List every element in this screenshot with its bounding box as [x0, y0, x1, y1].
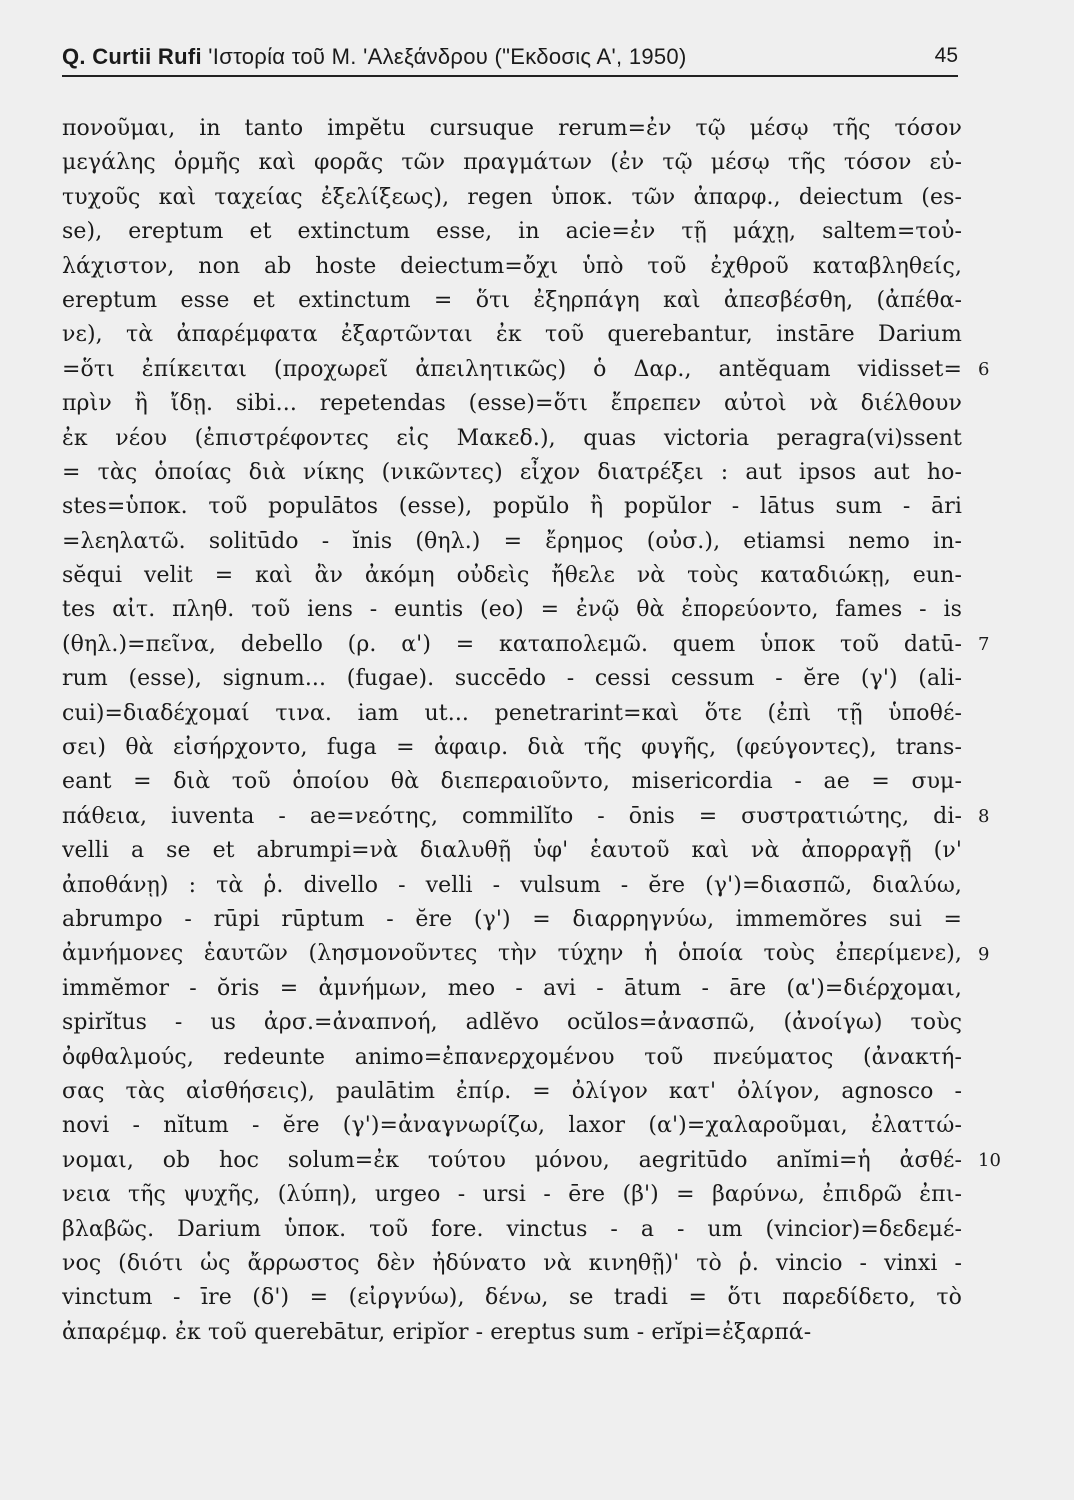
text-line: = τὰς ὁποίας διὰ νίκης (νικῶντες) εἶχον διατρέξει : aut ipsos aut ho- [62, 459, 962, 485]
section-number: 9 [978, 943, 990, 965]
header-title-greek: 'Ιστορία τοῦ Μ. 'Αλεξάνδρου ("Εκδοσις Α', 1950) [208, 44, 687, 69]
text-line: eant = διὰ τοῦ ὁποίου θὰ διεπεραιοῦντο, misericordia - ae = συμ- [62, 769, 962, 795]
text-line: πονοῦμαι, in tanto impĕtu cursuque rerum=ἐν τῷ μέσῳ τῆς τόσον [62, 116, 962, 141]
text-line: immĕmor - ŏris = ἀμνήμων, meo - avi - ātum - āre (α')=διέρχομαι, [62, 975, 962, 1001]
header-title [62, 44, 687, 70]
text-line: ἐκ νέου (ἐπιστρέφοντες εἰς Μακεδ.), quas victoria peragra(vi)ssent [62, 425, 962, 451]
running-header [62, 44, 958, 78]
text-line: νεια τῆς ψυχῆς, (λύπη), urgeo - ursi - ēre (β') = βαρύνω, ἐπιδρῶ ἐπι- [62, 1182, 962, 1208]
text-line: vinctum - īre (δ') = (εἰργνύω), δένω, se tradi = ὅτι παρεδίδετο, τὸ [62, 1285, 962, 1311]
text-line: se), ereptum et extinctum esse, in acie=ἐν τῇ μάχῃ, saltem=τοὐ- [62, 219, 962, 245]
text-line: =ὅτι ἐπίκειται (προχωρεῖ ἀπειλητικῶς) ὁ Δαρ., antĕquam vidisset= [62, 356, 962, 382]
text-line: σει) θὰ εἰσήρχοντο, fuga = ἀφαιρ. διὰ τῆς φυγῆς, (φεύγοντες), trans- [62, 735, 962, 761]
text-line: cui)=διαδέχομαί τινα. iam ut... penetrarint=καὶ ὅτε (ἐπὶ τῇ ὑποθέ- [62, 700, 962, 726]
text-line: novi - nĭtum - ĕre (γ')=ἀναγνωρίζω, laxor (α')=χαλαροῦμαι, ἐλαττώ- [62, 1113, 962, 1139]
header-title-latin: Q. Curtii Rufi [62, 44, 202, 69]
section-number: 7 [978, 634, 990, 655]
text-line: rum (esse), signum... (fugae). succēdo - cessi cessum - ĕre (γ') (ali- [62, 666, 962, 692]
text-line: πάθεια, iuventa - ae=νεότης, commilĭto - ōnis = συστρατιώτης, di- [62, 803, 962, 829]
text-line: tes αἰτ. πληθ. τοῦ iens - euntis (eo) = ἐνῷ θὰ ἐπορεύοντο, fames - is [62, 597, 962, 623]
section-number: 8 [978, 806, 990, 827]
text-line: velli a se et abrumpi=νὰ διαλυθῇ ὑφ' ἑαυτοῦ καὶ νὰ ἀπορραγῇ (ν' [62, 838, 962, 864]
text-line: νε), τὰ ἀπαρέμφατα ἐξαρτῶνται ἐκ τοῦ querebantur, instāre Darium [62, 322, 962, 348]
text-line: λάχιστον, non ab hoste deiectum=ὄχι ὑπὸ τοῦ ἐχθροῦ καταβληθείς, [62, 253, 962, 279]
text-line: πρὶν ἢ ἴδῃ. sibi... repetendas (esse)=ὅτι ἔπρεπεν αὐτοὶ νὰ διέλθουν [62, 391, 962, 417]
text-line: ὀφθαλμούς, redeunte animo=ἐπανερχομένου τοῦ πνεύματος (ἀνακτή- [62, 1044, 962, 1070]
text-line: ἀπαρέμφ. ἐκ τοῦ querebātur, eripĭor - ereptus sum - erĭpi=ἐξαρπά- [62, 1319, 812, 1345]
text-line: μεγάλης ὁρμῆς καὶ φορᾶς τῶν πραγμάτων (ἐν τῷ μέσῳ τῆς τόσον εὐ- [62, 150, 962, 176]
section-number: 6 [978, 358, 990, 380]
section-number: 10 [978, 1150, 1001, 1171]
text-line: νος (διότι ὡς ἄρρωστος δὲν ἠδύνατο νὰ κινηθῇ)' τὸ ῥ. vincio - vinxi - [62, 1250, 962, 1276]
text-line: (θηλ.)=πεῖνα, debello (ρ. α') = καταπολεμῶ. quem ὑποκ τοῦ datū- [62, 631, 962, 657]
text-line: =λεηλατῶ. solitūdo - ĭnis (θηλ.) = ἔρημος (οὐσ.), etiamsi nemo in- [62, 528, 962, 554]
text-line: νομαι, ob hoc solum=ἐκ τούτου μόνου, aegritūdo anĭmi=ἡ ἀσθέ- [62, 1147, 962, 1173]
commentary-text [62, 112, 962, 1350]
text-line: σας τὰς αἰσθήσεις), paulātim ἐπίρ. = ὀλίγον κατ' ὀλίγον, agnosco - [62, 1078, 962, 1104]
header-rule [62, 75, 958, 77]
text-line: ereptum esse et extinctum = ὅτι ἐξηρπάγη καὶ ἀπεσβέσθη, (ἀπέθα- [62, 287, 962, 313]
text-line: stes=ὑποκ. τοῦ populātos (esse), popŭlo ἢ popŭlor - lātus sum - āri [62, 494, 962, 520]
text-line: abrumpo - rūpi rūptum - ĕre (γ') = διαρρηγνύω, immemŏres sui = [62, 906, 962, 932]
text-line: ἀμνήμονες ἑαυτῶν (λησμονοῦντες τὴν τύχην ἡ ὁποία τοὺς ἐπερίμενε), [62, 941, 962, 967]
page-number: 45 [934, 44, 958, 67]
text-line: τυχοῦς καὶ ταχείας ἐξελίξεως), regen ὑποκ. τῶν ἀπαρφ., deiectum (es- [62, 184, 962, 210]
text-line: βλαβῶς. Darium ὑποκ. τοῦ fore. vinctus - a - um (vincior)=δεδεμέ- [62, 1216, 962, 1242]
text-line: ἀποθάνῃ) : τὰ ῥ. divello - velli - vulsum - ĕre (γ')=διασπῶ, διαλύω, [62, 872, 962, 898]
text-line: spirĭtus - us ἀρσ.=ἀναπνοή, adlĕvo ocŭlos=ἀνασπῶ, (ἀνοίγω) τοὺς [62, 1010, 962, 1036]
text-line: sĕqui velit = καὶ ἂν ἀκόμη οὐδεὶς ἤθελε νὰ τοὺς καταδιώκῃ, eun- [62, 563, 962, 589]
